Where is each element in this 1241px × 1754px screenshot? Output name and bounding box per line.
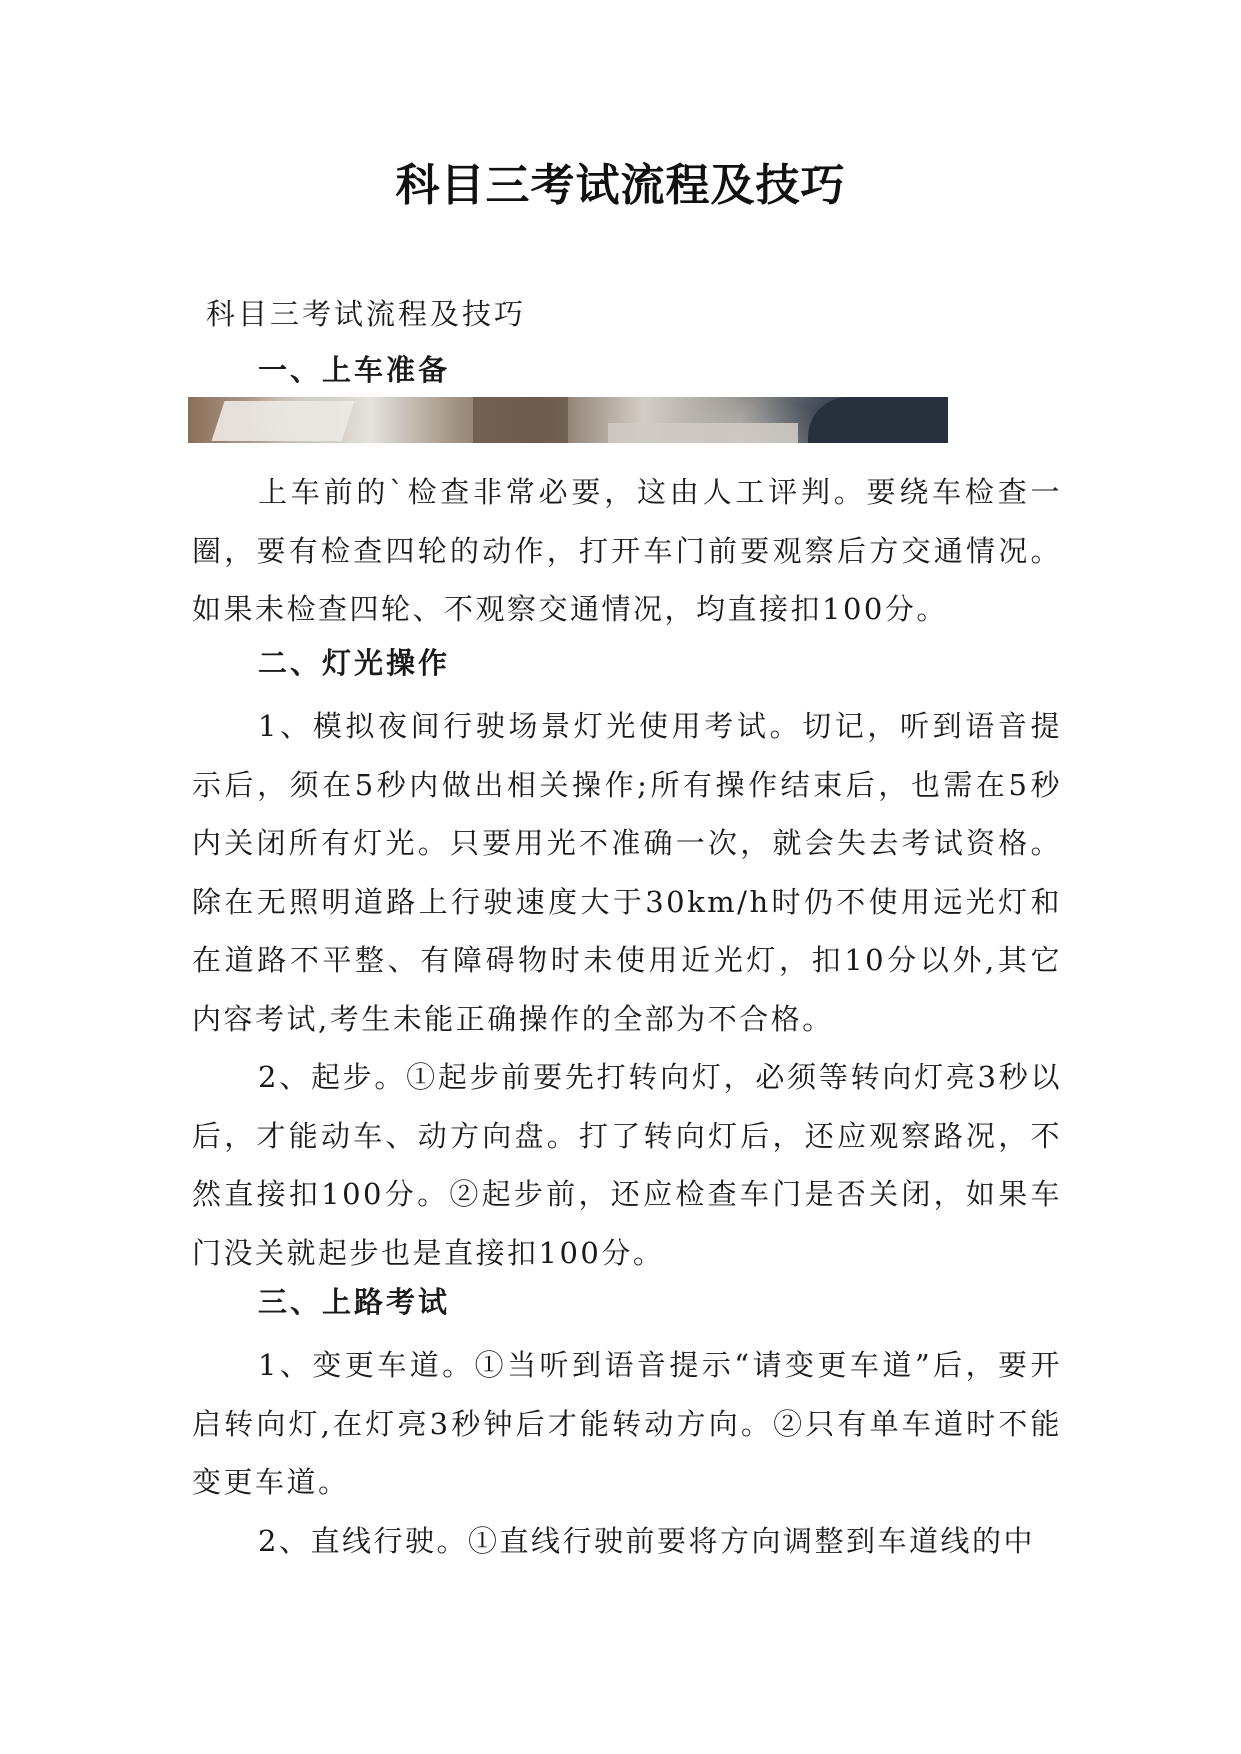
- document-subtitle: 科目三考试流程及技巧: [206, 297, 527, 331]
- paragraph-straight-driving: 2、直线行驶。①直线行驶前要将方向调整到车道线的中: [258, 1524, 1035, 1558]
- paragraph-lane-change: 1、变更车道。①当听到语音提示“请变更车道”后，要开启转向灯,在灯亮3秒钟后才能转动方向。②只有单车道时不能变更车道。: [192, 1348, 1062, 1499]
- photo-dashboard: [608, 423, 798, 443]
- photo-paper-sheet: [212, 401, 355, 441]
- page-title: 科目三考试流程及技巧: [395, 160, 846, 211]
- driving-test-photo: [188, 397, 948, 443]
- paragraph-night-light-test: 1、模拟夜间行驶场景灯光使用考试。切记，听到语音提示后，须在5秒内做出相关操作;所有操作结束后，也需在5秒内关闭所有灯光。只要用光不准确一次，就会失去考试资格。除在无照明道路上行驶速度大于30km/h时仍不使用远光灯和在道路不平整、有障碍物时未使用近光灯，扣10分以外,其它内容考试,考生未能正确操作的全部为不合格。: [192, 709, 1062, 1036]
- section-heading-boarding-prep: 一、上车准备: [258, 353, 451, 387]
- paragraph-starting-off: 2、起步。①起步前要先打转向灯，必须等转向灯亮3秒以后，才能动车、动方向盘。打了转向灯后，还应观察路况，不然直接扣100分。②起步前，还应检查车门是否关闭，如果车门没关就起步也是直接扣100分。: [192, 1060, 1062, 1270]
- photo-car-seat: [473, 397, 568, 443]
- paragraph-boarding-check: 上车前的`检查非常必要，这由人工评判。要绕车检查一圈，要有检查四轮的动作，打开车门前要观察后方交通情况。如果未检查四轮、不观察交通情况，均直接扣100分。: [192, 475, 1062, 626]
- section-heading-road-test: 三、上路考试: [258, 1285, 451, 1319]
- section-heading-light-operation: 二、灯光操作: [258, 646, 451, 680]
- photo-person: [808, 397, 948, 443]
